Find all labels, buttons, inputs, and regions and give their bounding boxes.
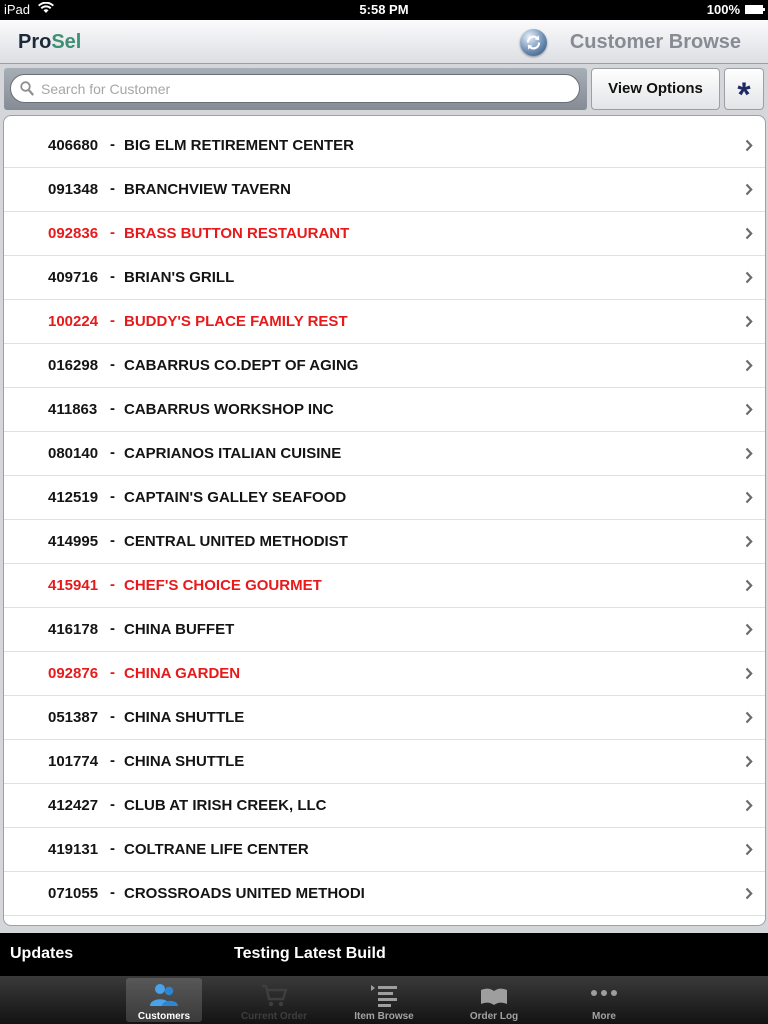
chevron-right-icon bbox=[745, 623, 753, 636]
customer-row[interactable] bbox=[4, 696, 765, 740]
customer-code: 092836 bbox=[48, 225, 99, 242]
separator: - bbox=[110, 796, 115, 813]
search-icon bbox=[20, 81, 34, 96]
customer-name: BUDDY'S PLACE FAMILY REST bbox=[124, 313, 348, 330]
tab-order-log[interactable] bbox=[456, 978, 532, 1022]
customer-code: 051387 bbox=[48, 709, 99, 726]
customer-name: CHINA SHUTTLE bbox=[124, 753, 245, 770]
separator: - bbox=[110, 180, 115, 197]
separator: - bbox=[110, 224, 115, 241]
tab-label: Item Browse bbox=[354, 1011, 414, 1022]
page-title: Customer Browse bbox=[569, 31, 741, 53]
separator: - bbox=[110, 488, 115, 505]
customer-code: 412519 bbox=[48, 489, 99, 506]
separator: - bbox=[110, 752, 115, 769]
customer-row[interactable] bbox=[4, 124, 765, 168]
customer-name: COLTRANE LIFE CENTER bbox=[124, 841, 309, 858]
separator: - bbox=[110, 136, 115, 153]
chevron-right-icon bbox=[745, 887, 753, 900]
chevron-right-icon bbox=[745, 139, 753, 152]
search-bar bbox=[4, 68, 587, 110]
customer-row[interactable] bbox=[4, 212, 765, 256]
customer-code: 071055 bbox=[48, 885, 99, 902]
customer-code: 100224 bbox=[48, 313, 99, 330]
nav-bar bbox=[0, 20, 768, 64]
customer-code: 016298 bbox=[48, 357, 99, 374]
customer-row[interactable] bbox=[4, 740, 765, 784]
customer-code: 414995 bbox=[48, 533, 99, 550]
customer-row[interactable] bbox=[4, 784, 765, 828]
updates-ticker bbox=[0, 933, 768, 976]
customer-name: CAPTAIN'S GALLEY SEAFOOD bbox=[124, 489, 347, 506]
chevron-right-icon bbox=[745, 579, 753, 592]
tab-more[interactable] bbox=[566, 978, 642, 1022]
star-icon: * bbox=[737, 76, 751, 114]
customer-name: CABARRUS CO.DEPT OF AGING bbox=[124, 357, 359, 374]
device-name: iPad bbox=[4, 2, 31, 17]
separator: - bbox=[110, 532, 115, 549]
cart-icon bbox=[259, 982, 289, 1008]
customer-code: 092876 bbox=[48, 665, 99, 682]
customer-name: CHINA BUFFET bbox=[124, 621, 235, 638]
separator: - bbox=[110, 444, 115, 461]
separator: - bbox=[110, 400, 115, 417]
customer-name: CHEF'S CHOICE GOURMET bbox=[124, 577, 322, 594]
customer-name: CHINA GARDEN bbox=[124, 665, 241, 682]
customer-name: BRIAN'S GRILL bbox=[124, 269, 235, 286]
tab-item-browse[interactable] bbox=[346, 978, 422, 1022]
customer-row[interactable] bbox=[4, 564, 765, 608]
battery-icon bbox=[745, 5, 763, 14]
customer-code: 415941 bbox=[48, 577, 99, 594]
customer-row[interactable] bbox=[4, 388, 765, 432]
customer-code: 416178 bbox=[48, 621, 99, 638]
view-options-button[interactable]: View Options bbox=[591, 68, 720, 110]
chevron-right-icon bbox=[745, 227, 753, 240]
customer-list[interactable] bbox=[3, 115, 766, 926]
customers-icon bbox=[149, 982, 179, 1008]
tab-label: Order Log bbox=[469, 1011, 519, 1022]
customer-row[interactable] bbox=[4, 300, 765, 344]
chevron-right-icon bbox=[745, 667, 753, 680]
customer-row[interactable] bbox=[4, 256, 765, 300]
customer-row[interactable] bbox=[4, 344, 765, 388]
customer-code: 101774 bbox=[48, 753, 99, 770]
chevron-right-icon bbox=[745, 183, 753, 196]
customer-name: CHINA SHUTTLE bbox=[124, 709, 245, 726]
search-field[interactable] bbox=[10, 74, 580, 103]
customer-code: 411863 bbox=[48, 401, 98, 418]
favorites-star-button[interactable] bbox=[724, 68, 764, 114]
customer-row[interactable] bbox=[4, 476, 765, 520]
separator: - bbox=[110, 312, 115, 329]
clock: 5:58 PM bbox=[359, 2, 409, 17]
customer-name: BRASS BUTTON RESTAURANT bbox=[124, 225, 350, 242]
customer-row[interactable] bbox=[4, 872, 765, 916]
separator: - bbox=[110, 268, 115, 285]
tab-current-order bbox=[236, 978, 312, 1022]
customer-code: 091348 bbox=[48, 181, 99, 198]
chevron-right-icon bbox=[745, 711, 753, 724]
customer-name: CENTRAL UNITED METHODIST bbox=[124, 533, 348, 550]
chevron-right-icon bbox=[745, 535, 753, 548]
customer-name: BRANCHVIEW TAVERN bbox=[124, 181, 291, 198]
more-dots-icon bbox=[589, 982, 619, 1008]
separator: - bbox=[110, 708, 115, 725]
tab-label: More bbox=[592, 1011, 616, 1022]
chevron-right-icon bbox=[745, 447, 753, 460]
chevron-right-icon bbox=[745, 799, 753, 812]
separator: - bbox=[110, 884, 115, 901]
chevron-right-icon bbox=[745, 491, 753, 504]
ticker-label: Updates bbox=[10, 945, 74, 962]
book-icon bbox=[479, 982, 509, 1008]
tab-label: Current Order bbox=[240, 1011, 308, 1022]
chevron-right-icon bbox=[745, 271, 753, 284]
app-logo bbox=[18, 31, 81, 54]
customer-row[interactable] bbox=[4, 432, 765, 476]
customer-code: 412427 bbox=[48, 797, 99, 814]
separator: - bbox=[110, 356, 115, 373]
chevron-right-icon bbox=[745, 315, 753, 328]
refresh-sync-button[interactable] bbox=[520, 29, 547, 56]
chevron-right-icon bbox=[745, 843, 753, 856]
customer-name: BIG ELM RETIREMENT CENTER bbox=[124, 137, 355, 154]
separator: - bbox=[110, 576, 115, 593]
logo-pro: Pro bbox=[18, 31, 52, 53]
chevron-right-icon bbox=[745, 755, 753, 768]
customer-row[interactable] bbox=[4, 168, 765, 212]
customer-row[interactable] bbox=[4, 608, 765, 652]
refresh-icon bbox=[525, 34, 542, 51]
tab-label: Customers bbox=[137, 1011, 191, 1022]
customer-code: 419131 bbox=[48, 841, 99, 858]
chevron-right-icon bbox=[745, 359, 753, 372]
chevron-right-icon bbox=[745, 403, 753, 416]
customer-code: 409716 bbox=[48, 269, 99, 286]
tab-customers[interactable] bbox=[126, 978, 202, 1022]
search-input[interactable] bbox=[39, 78, 563, 100]
battery-percent: 100% bbox=[706, 2, 740, 17]
separator: - bbox=[110, 620, 115, 637]
customer-row[interactable] bbox=[4, 520, 765, 564]
item-list-icon bbox=[369, 982, 399, 1008]
logo-sel: Sel bbox=[51, 31, 82, 53]
customer-code: 406680 bbox=[48, 137, 99, 154]
customer-row[interactable] bbox=[4, 652, 765, 696]
status-bar bbox=[0, 0, 768, 20]
customer-row[interactable] bbox=[4, 828, 765, 872]
customer-name: CROSSROADS UNITED METHODI bbox=[124, 885, 365, 902]
separator: - bbox=[110, 840, 115, 857]
customer-name: CABARRUS WORKSHOP INC bbox=[124, 401, 334, 418]
customer-code: 080140 bbox=[48, 445, 99, 462]
ticker-message: Testing Latest Build bbox=[234, 945, 386, 962]
customer-name: CLUB AT IRISH CREEK, LLC bbox=[124, 797, 327, 814]
tab-bar bbox=[0, 976, 768, 1024]
customer-name: CAPRIANOS ITALIAN CUISINE bbox=[124, 445, 342, 462]
separator: - bbox=[110, 664, 115, 681]
